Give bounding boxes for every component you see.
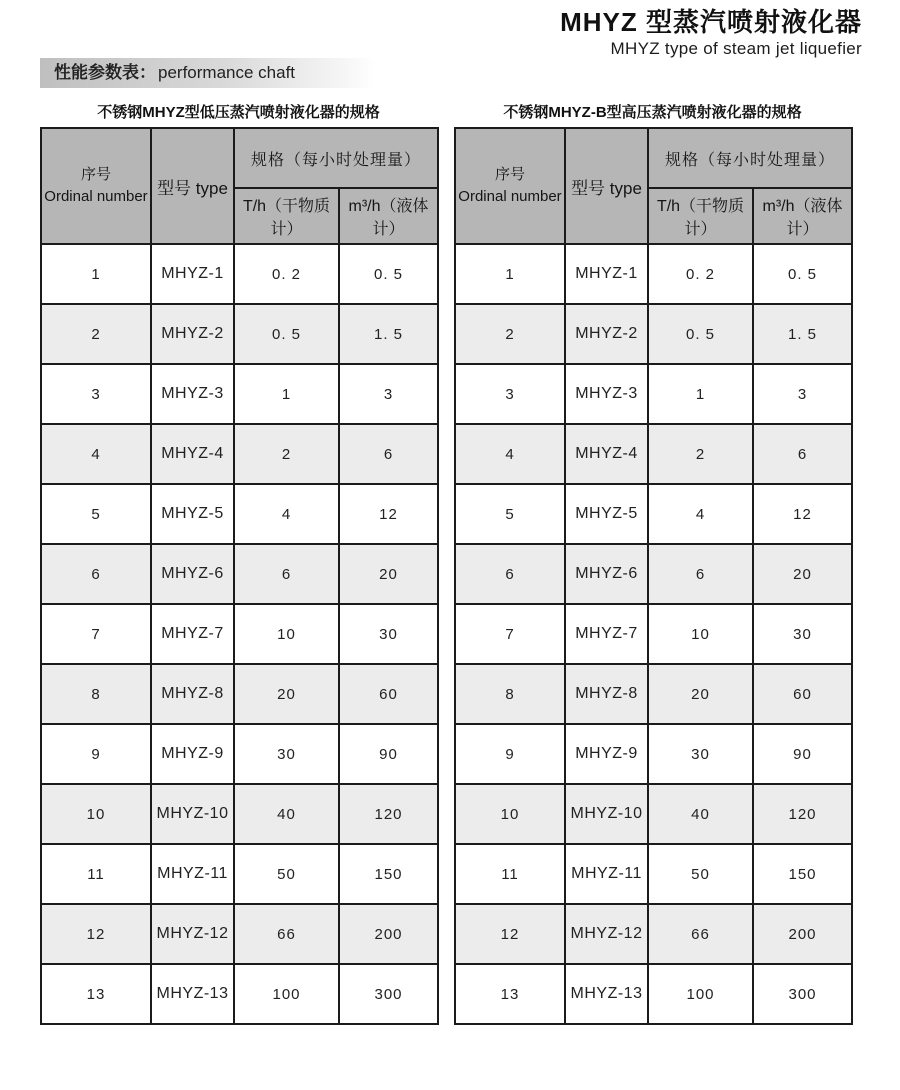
cell-m3h: 90 xyxy=(753,724,852,784)
cell-ordinal: 10 xyxy=(455,784,565,844)
spec-table-block-low-pressure xyxy=(40,102,437,1025)
table-row xyxy=(455,724,852,784)
table-row xyxy=(41,484,438,544)
cell-th: 30 xyxy=(648,724,753,784)
cell-m3h: 0. 5 xyxy=(339,244,438,304)
cell-m3h: 150 xyxy=(753,844,852,904)
cell-ordinal: 7 xyxy=(455,604,565,664)
cell-th: 100 xyxy=(648,964,753,1024)
cell-th: 10 xyxy=(234,604,339,664)
header-ordinal-en: Ordinal number xyxy=(44,188,148,205)
cell-m3h: 300 xyxy=(339,964,438,1024)
table-row xyxy=(455,244,852,304)
table-row xyxy=(455,304,852,364)
table-row xyxy=(41,424,438,484)
cell-th: 100 xyxy=(234,964,339,1024)
cell-model: MHYZ-13 xyxy=(151,964,234,1024)
cell-ordinal: 1 xyxy=(455,244,565,304)
cell-model: MHYZ-7 xyxy=(565,604,648,664)
cell-th: 6 xyxy=(234,544,339,604)
table-row xyxy=(455,544,852,604)
table-row xyxy=(455,964,852,1024)
cell-th: 0. 2 xyxy=(648,244,753,304)
table-row xyxy=(41,244,438,304)
cell-ordinal: 12 xyxy=(41,904,151,964)
cell-ordinal: 5 xyxy=(41,484,151,544)
header-model: 型号 type xyxy=(151,128,234,244)
cell-th: 0. 2 xyxy=(234,244,339,304)
spec-table-block-high-pressure xyxy=(454,102,851,1025)
cell-model: MHYZ-1 xyxy=(565,244,648,304)
cell-model: MHYZ-5 xyxy=(565,484,648,544)
cell-th: 30 xyxy=(234,724,339,784)
table-row xyxy=(455,844,852,904)
cell-th: 20 xyxy=(648,664,753,724)
cell-model: MHYZ-8 xyxy=(565,664,648,724)
cell-th: 50 xyxy=(234,844,339,904)
cell-th: 40 xyxy=(234,784,339,844)
cell-th: 0. 5 xyxy=(648,304,753,364)
cell-m3h: 0. 5 xyxy=(753,244,852,304)
cell-m3h: 1. 5 xyxy=(753,304,852,364)
cell-m3h: 6 xyxy=(753,424,852,484)
cell-model: MHYZ-1 xyxy=(151,244,234,304)
header-spec-group: 规格（每小时处理量） xyxy=(234,128,438,188)
header-ordinal-en: Ordinal number xyxy=(458,188,562,205)
cell-th: 4 xyxy=(648,484,753,544)
cell-th: 0. 5 xyxy=(234,304,339,364)
table-row xyxy=(455,484,852,544)
cell-m3h: 150 xyxy=(339,844,438,904)
cell-model: MHYZ-11 xyxy=(565,844,648,904)
header-th-per-hour: T/h（干物质计） xyxy=(648,188,753,244)
header-spec-group: 规格（每小时处理量） xyxy=(648,128,852,188)
cell-model: MHYZ-12 xyxy=(565,904,648,964)
cell-model: MHYZ-3 xyxy=(151,364,234,424)
cell-th: 20 xyxy=(234,664,339,724)
cell-m3h: 60 xyxy=(339,664,438,724)
header-ordinal-zh: 序号 xyxy=(80,166,111,184)
cell-model: MHYZ-2 xyxy=(565,304,648,364)
cell-m3h: 6 xyxy=(339,424,438,484)
cell-model: MHYZ-4 xyxy=(565,424,648,484)
cell-m3h: 120 xyxy=(753,784,852,844)
cell-ordinal: 2 xyxy=(455,304,565,364)
table-row xyxy=(455,904,852,964)
table-row xyxy=(41,544,438,604)
header-ordinal xyxy=(41,128,151,244)
spec-table-high-pressure xyxy=(454,127,853,1025)
cell-model: MHYZ-11 xyxy=(151,844,234,904)
section-banner xyxy=(40,58,375,88)
cell-th: 40 xyxy=(648,784,753,844)
table-caption: 不锈钢MHYZ-B型高压蒸汽喷射液化器的规格 xyxy=(503,104,802,121)
cell-m3h: 20 xyxy=(339,544,438,604)
table-row xyxy=(455,664,852,724)
cell-model: MHYZ-13 xyxy=(565,964,648,1024)
cell-ordinal: 9 xyxy=(455,724,565,784)
cell-m3h: 60 xyxy=(753,664,852,724)
table-caption: 不锈钢MHYZ型低压蒸汽喷射液化器的规格 xyxy=(97,104,380,121)
cell-th: 2 xyxy=(234,424,339,484)
cell-th: 1 xyxy=(234,364,339,424)
cell-m3h: 30 xyxy=(753,604,852,664)
cell-th: 2 xyxy=(648,424,753,484)
cell-m3h: 300 xyxy=(753,964,852,1024)
header-m3h-per-hour: m³/h（液体计） xyxy=(339,188,438,244)
cell-m3h: 12 xyxy=(339,484,438,544)
cell-th: 4 xyxy=(234,484,339,544)
cell-model: MHYZ-6 xyxy=(151,544,234,604)
table-body xyxy=(455,244,852,1024)
cell-m3h: 120 xyxy=(339,784,438,844)
page-title: MHYZ 型蒸汽喷射液化器 xyxy=(560,7,862,37)
section-banner-label-en: performance chaft xyxy=(158,63,296,82)
table-row xyxy=(41,904,438,964)
cell-ordinal: 3 xyxy=(41,364,151,424)
cell-ordinal: 10 xyxy=(41,784,151,844)
cell-ordinal: 8 xyxy=(41,664,151,724)
cell-model: MHYZ-9 xyxy=(565,724,648,784)
spec-table-low-pressure xyxy=(40,127,439,1025)
cell-model: MHYZ-10 xyxy=(151,784,234,844)
section-banner-label-zh: 性能参数表： xyxy=(54,63,156,82)
cell-ordinal: 13 xyxy=(455,964,565,1024)
cell-model: MHYZ-8 xyxy=(151,664,234,724)
table-row xyxy=(41,364,438,424)
document-title-block xyxy=(560,8,862,59)
cell-ordinal: 9 xyxy=(41,724,151,784)
header-ordinal-zh: 序号 xyxy=(494,166,525,184)
cell-m3h: 12 xyxy=(753,484,852,544)
cell-m3h: 1. 5 xyxy=(339,304,438,364)
cell-ordinal: 6 xyxy=(41,544,151,604)
cell-ordinal: 3 xyxy=(455,364,565,424)
table-row xyxy=(41,784,438,844)
header-row-top xyxy=(41,128,438,188)
cell-model: MHYZ-10 xyxy=(565,784,648,844)
table-row xyxy=(455,604,852,664)
cell-th: 66 xyxy=(648,904,753,964)
header-ordinal xyxy=(455,128,565,244)
cell-model: MHYZ-3 xyxy=(565,364,648,424)
cell-ordinal: 13 xyxy=(41,964,151,1024)
header-m3h-per-hour: m³/h（液体计） xyxy=(753,188,852,244)
cell-th: 10 xyxy=(648,604,753,664)
cell-model: MHYZ-9 xyxy=(151,724,234,784)
spec-tables-container xyxy=(40,102,851,1025)
cell-m3h: 200 xyxy=(753,904,852,964)
cell-th: 50 xyxy=(648,844,753,904)
cell-ordinal: 1 xyxy=(41,244,151,304)
table-row xyxy=(455,424,852,484)
cell-ordinal: 7 xyxy=(41,604,151,664)
cell-ordinal: 5 xyxy=(455,484,565,544)
cell-ordinal: 2 xyxy=(41,304,151,364)
cell-ordinal: 11 xyxy=(41,844,151,904)
page-subtitle: MHYZ type of steam jet liquefier xyxy=(610,38,862,58)
cell-ordinal: 6 xyxy=(455,544,565,604)
cell-model: MHYZ-4 xyxy=(151,424,234,484)
cell-ordinal: 11 xyxy=(455,844,565,904)
cell-model: MHYZ-12 xyxy=(151,904,234,964)
cell-model: MHYZ-5 xyxy=(151,484,234,544)
table-row xyxy=(455,364,852,424)
table-row xyxy=(455,784,852,844)
cell-ordinal: 8 xyxy=(455,664,565,724)
cell-th: 1 xyxy=(648,364,753,424)
cell-model: MHYZ-6 xyxy=(565,544,648,604)
cell-m3h: 3 xyxy=(753,364,852,424)
cell-ordinal: 4 xyxy=(455,424,565,484)
header-model: 型号 type xyxy=(565,128,648,244)
cell-m3h: 30 xyxy=(339,604,438,664)
cell-th: 66 xyxy=(234,904,339,964)
header-row-top xyxy=(455,128,852,188)
header-th-per-hour: T/h（干物质计） xyxy=(234,188,339,244)
table-body xyxy=(41,244,438,1024)
table-row xyxy=(41,724,438,784)
table-row xyxy=(41,604,438,664)
cell-m3h: 90 xyxy=(339,724,438,784)
cell-m3h: 20 xyxy=(753,544,852,604)
cell-model: MHYZ-7 xyxy=(151,604,234,664)
table-row xyxy=(41,964,438,1024)
cell-m3h: 200 xyxy=(339,904,438,964)
table-row xyxy=(41,664,438,724)
cell-th: 6 xyxy=(648,544,753,604)
cell-ordinal: 12 xyxy=(455,904,565,964)
cell-model: MHYZ-2 xyxy=(151,304,234,364)
cell-m3h: 3 xyxy=(339,364,438,424)
table-row xyxy=(41,304,438,364)
cell-ordinal: 4 xyxy=(41,424,151,484)
table-row xyxy=(41,844,438,904)
